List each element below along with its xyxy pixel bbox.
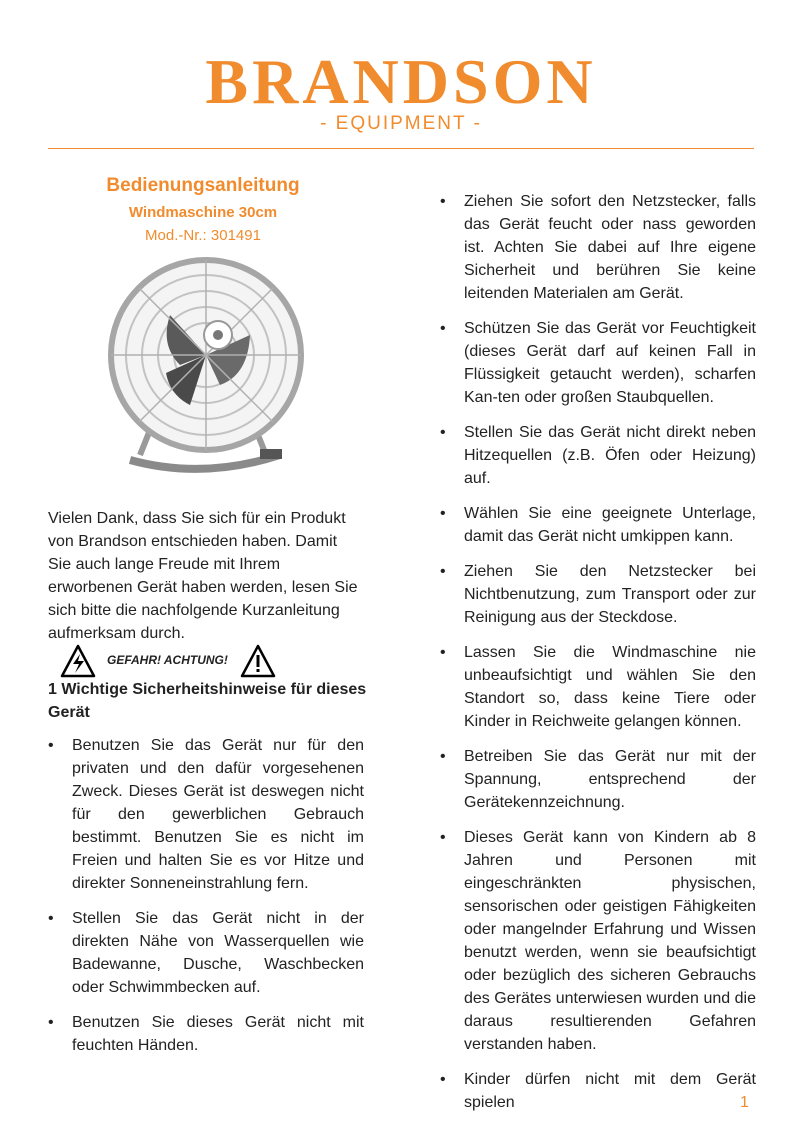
list-item: • Kinder dürfen nicht mit dem Gerät spielen	[440, 1068, 756, 1114]
list-item: • Betreiben Sie das Gerät nur mit der Spannung, entsprechend der Gerätekennzeichnung.	[440, 745, 756, 814]
list-item: • Stellen Sie das Gerät nicht direkt neben Hitzequellen (z.B. Öfen oder Heizung) auf.	[440, 421, 756, 490]
electric-hazard-icon	[62, 646, 94, 676]
list-item: • Ziehen Sie sofort den Netzstecker, falls das Gerät feucht oder nass geworden ist. Achten Sie dabei auf Ihre eigene Sicherheit und berühren Sie keine leitenden Materialen am Gerät.	[440, 190, 756, 305]
list-item: • Lassen Sie die Windmaschine nie unbeaufsichtigt und wählen Sie den Standort so, dass keine Tiere oder Kinder in Reichweite gelangen können.	[440, 641, 756, 733]
model-number: Mod.-Nr.: 301491	[145, 227, 261, 244]
intro-paragraph: Vielen Dank, dass Sie sich für ein Produkt von Brandson entschieden haben. Damit Sie auch lange Freude mit Ihrem erworbenen Gerät haben werden, lesen Sie sich bitte die nachfolgende Kurzanleitung aufmerksam durch.	[48, 510, 358, 642]
list-item: • Dieses Gerät kann von Kindern ab 8 Jahren und Personen mit eingeschränkten physischen, sensorischen oder geistigen Fähigkeiten oder mangelnder Erfahrung und Wissen benutzt werden, wenn sie beaufsichtigt oder bezüglich des sicheren Gebrauchs des Gerätes unterwiesen wurden und die daraus resultierenden Gefahren verstanden haben.	[440, 826, 756, 1056]
brand-logo: BRANDSON	[205, 46, 597, 117]
fan-image	[100, 255, 306, 475]
list-item: • Benutzen Sie dieses Gerät nicht mit feuchten Händen.	[48, 1011, 364, 1057]
header-divider	[48, 148, 754, 149]
list-item: • Benutzen Sie das Gerät nur für den privaten und den dafür vorgesehenen Zweck. Dieses Gerät ist deswegen nicht für den gewerblichen Gebrauch bestimmt. Benutzen Sie es nicht im Freien und halten Sie es vor Hitze und direkter Sonneneinstrahlung fern.	[48, 734, 364, 895]
list-item: • Stellen Sie das Gerät nicht in der direkten Nähe von Wasserquellen wie Badewanne, Dusche, Waschbecken oder Schwimmbecken auf.	[48, 907, 364, 999]
warning-label: GEFAHR! ACHTUNG!	[107, 653, 228, 667]
product-name: Windmaschine 30cm	[128, 204, 278, 221]
page-number: 1	[740, 1094, 749, 1111]
warning-exclamation-icon	[242, 646, 274, 676]
brand-subtitle: - EQUIPMENT -	[320, 113, 482, 134]
document-title: Bedienungsanleitung	[106, 175, 300, 196]
safety-list-left	[48, 734, 364, 1069]
section-heading: 1 Wichtige Sicherheitshinweise für dieses Gerät	[48, 681, 367, 721]
list-item: • Schützen Sie das Gerät vor Feuchtigkeit (dieses Gerät darf auf keinen Fall in Flüssigkeit getaucht werden), scharfen Kan-ten oder großen Staubquellen.	[440, 317, 756, 409]
list-item: • Ziehen Sie den Netzstecker bei Nichtbenutzung, zum Transport oder zur Reinigung aus der Steckdose.	[440, 560, 756, 629]
list-item: • Wählen Sie eine geeignete Unterlage, damit das Gerät nicht umkippen kann.	[440, 502, 756, 548]
safety-list-right	[440, 190, 756, 1126]
